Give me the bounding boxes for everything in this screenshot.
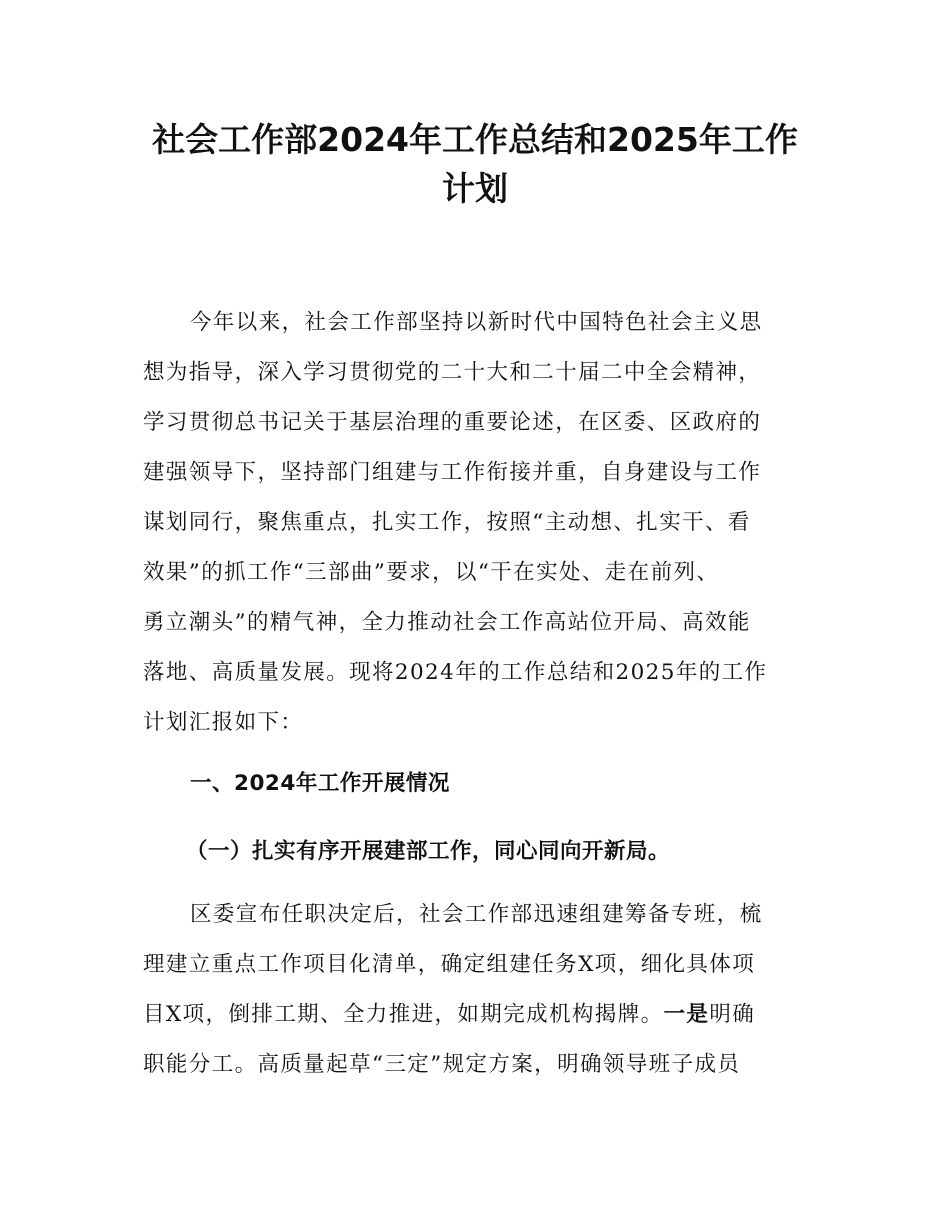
paragraph-line: 想为指导，深入学习贯彻党的二十大和二十届二中全会精神， <box>143 360 762 385</box>
document-title-line2: 计划 <box>442 169 508 208</box>
paragraph-line: 理建立重点工作项目化清单，确定组建任务X项，细化具体项 <box>143 952 756 977</box>
paragraph-line-text: 目X项，倒排工期、全力推进，如期完成机构揭牌。 <box>143 1002 664 1027</box>
emphasis-text: 一是 <box>663 1002 710 1027</box>
paragraph-line-text: 明确 <box>709 1002 756 1027</box>
section-heading: 一、2024年工作开展情况 <box>190 771 450 796</box>
paragraph-line: 效果”的抓工作“三部曲”要求，以“干在实处、走在前列、 <box>143 560 720 585</box>
paragraph-line: 谋划同行，聚焦重点，扎实工作，按照“主动想、扎实干、看 <box>143 510 751 535</box>
paragraph-line: 今年以来，社会工作部坚持以新时代中国特色社会主义思 <box>190 310 763 335</box>
paragraph-line: 勇立潮头”的精气神，全力推动社会工作高站位开局、高效能 <box>143 610 751 635</box>
subsection-heading: （一）扎实有序开展建部工作，同心同向开新局。 <box>186 839 671 864</box>
document-title-line1: 社会工作部2024年工作总结和2025年工作 <box>152 120 798 159</box>
paragraph-line <box>143 990 823 1040</box>
paragraph-line: 计划汇报如下： <box>143 710 304 735</box>
paragraph-line: 职能分工。高质量起草“三定”规定方案，明确领导班子成员 <box>143 1052 741 1077</box>
paragraph-line: 落地、高质量发展。现将2024年的工作总结和2025年的工作 <box>143 660 768 685</box>
paragraph-line: 建强领导下，坚持部门组建与工作衔接并重，自身建设与工作 <box>143 460 762 485</box>
paragraph-line: 区委宣布任职决定后，社会工作部迅速组建筹备专班，梳 <box>190 902 763 927</box>
paragraph-line: 学习贯彻总书记关于基层治理的重要论述，在区委、区政府的 <box>143 410 762 435</box>
